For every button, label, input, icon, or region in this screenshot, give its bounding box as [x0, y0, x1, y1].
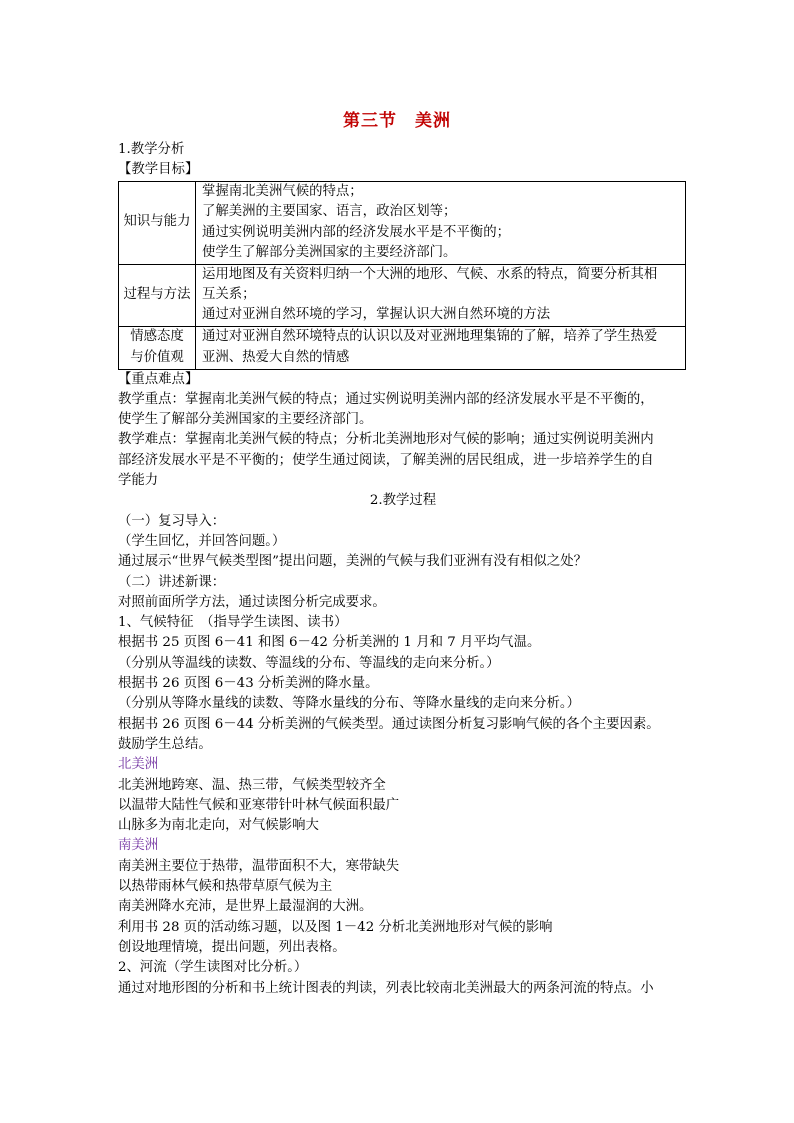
paragraph-line: 利用书 28 页的活动练习题，以及图 1－42 分析北美洲地形对气候的影响 — [118, 919, 553, 935]
paragraph-line: （学生回忆，并回答问题。） — [118, 533, 286, 549]
paragraph-line: 以热带雨林气候和热带草原气候为主 — [118, 879, 333, 895]
paragraph-line: 2、河流（学生读图对比分析。） — [118, 960, 308, 976]
paragraph-line: 通过展示“世界气候类型图”提出问题，美洲的气候与我们亚洲有没有相似之处？ — [118, 554, 587, 570]
goal-line: 了解美洲的主要国家、语言，政治区划等； — [202, 204, 457, 220]
goal-line: 通过实例说明美洲内部的经济发展水平是不平衡的； — [202, 224, 510, 240]
section-heading-analysis: 1.教学分析 — [118, 142, 185, 157]
category-line: 情感态度 — [130, 329, 184, 345]
north-america-subheading: 北美洲 — [118, 757, 159, 773]
goal-content-process — [196, 264, 686, 326]
title-section-number: 第三节 — [343, 111, 397, 131]
goals-heading: 【教学目标】 — [118, 162, 199, 178]
paragraph-line: 通过对地形图的分析和书上统计图表的判读，列表比较南北美洲最大的两条河流的特点。小 — [118, 980, 654, 996]
goal-content-attitude — [196, 326, 686, 369]
paragraph-line: 山脉多为南北走向，对气候影响大 — [118, 818, 319, 834]
paragraph-line: （分别从等降水量线的读数、等降水量线的分布、等降水量线的走向来分析。） — [118, 696, 580, 712]
goal-line: 使学生了解部分美洲国家的主要经济部门。 — [202, 244, 457, 260]
paragraph-line: 根据书 26 页图 6－44 分析美洲的气候类型。通过读图分析复习影响气候的各个主要因素。 — [118, 716, 660, 732]
paragraph-line: 鼓励学生总结。 — [118, 736, 212, 752]
paragraph-line: （二）讲述新课： — [118, 574, 226, 590]
paragraph-line: 根据书 26 页图 6－43 分析美洲的降水量。 — [118, 676, 379, 692]
paragraph-line: 创设地理情境，提出问题，列出表格。 — [118, 939, 346, 955]
goal-line: 通过对亚洲自然环境的学习，掌握认识大洲自然环境的方法 — [202, 307, 551, 323]
paragraph-line: 南美洲降水充沛，是世界上最湿润的大洲。 — [118, 899, 373, 915]
paragraph-line: （一）复习导入： — [118, 513, 226, 529]
paragraph-line: 根据书 25 页图 6－41 和图 6－42 分析美洲的 1 月和 7 月平均气温。 — [118, 635, 541, 651]
goal-category-knowledge: 知识与能力 — [119, 181, 196, 264]
paragraph-line: 南美洲主要位于热带，温带面积不大，寒带缺失 — [118, 858, 400, 874]
goal-content-knowledge — [196, 181, 686, 264]
paragraph-line: （分别从等温线的读数、等温线的分布、等温线的走向来分析。） — [118, 655, 500, 671]
paragraph-line: 以温带大陆性气候和亚寒带针叶林气候面积最广 — [118, 797, 400, 813]
paragraph-line: 学能力 — [118, 473, 159, 489]
table-row — [119, 264, 686, 326]
teaching-goals-table — [118, 181, 686, 370]
table-row — [119, 326, 686, 369]
title-topic: 美洲 — [415, 111, 451, 131]
category-line: 与价值观 — [130, 349, 184, 365]
goal-line: 运用地图及有关资料归纳一个大洲的地形、气候、水系的特点，简要分析其相 — [202, 266, 658, 282]
paragraph-line: 部经济发展水平是不平衡的；使学生通过阅读，了解美洲的居民组成，进一步培养学生的自 — [118, 452, 654, 468]
paragraph-line: 使学生了解部分美洲国家的主要经济部门。 — [118, 412, 373, 428]
key-points-heading: 【重点难点】 — [118, 371, 199, 387]
goal-line: 亚洲、热爱大自然的情感 — [202, 349, 350, 365]
paragraph-line: 教学难点：掌握南北美洲气候的特点；分析北美洲地形对气候的影响；通过实例说明美洲内 — [118, 432, 654, 448]
goal-category-attitude — [119, 326, 196, 369]
goal-line: 掌握南北美洲气候的特点； — [202, 184, 363, 199]
section-heading-process: 2.教学过程 — [369, 493, 437, 509]
table-row — [119, 181, 686, 264]
paragraph-line: 对照前面所学方法，通过读图分析完成要求。 — [118, 594, 386, 610]
goal-line: 互关系； — [202, 286, 256, 302]
page-title — [0, 106, 794, 131]
goal-category-process: 过程与方法 — [119, 264, 196, 326]
south-america-subheading: 南美洲 — [118, 838, 159, 854]
goal-line: 通过对亚洲自然环境特点的认识以及对亚洲地理集锦的了解，培养了学生热爱 — [202, 329, 658, 345]
paragraph-line: 1、气候特征 （指导学生读图、读书） — [118, 615, 348, 631]
paragraph-line: 教学重点：掌握南北美洲气候的特点；通过实例说明美洲内部的经济发展水平是不平衡的， — [118, 391, 654, 407]
document-body — [118, 140, 688, 999]
paragraph-line: 北美洲地跨寒、温、热三带，气候类型较齐全 — [118, 777, 386, 793]
